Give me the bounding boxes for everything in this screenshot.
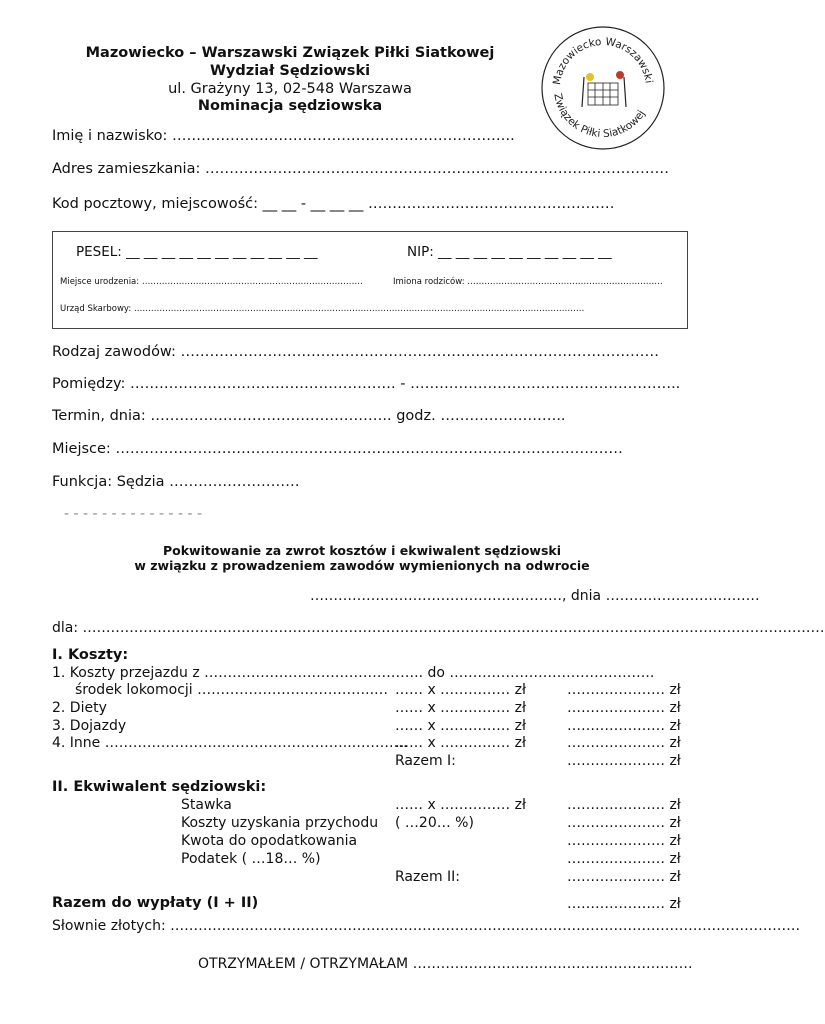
postal-field[interactable]: Kod pocztowy, miejscowość: __ __ - __ __ __ …………………………………………… — [52, 196, 615, 212]
other-amount[interactable]: ………………… zł — [567, 735, 681, 751]
match-type-field[interactable]: Rodzaj zawodów: ……………………………………………………………………………………… — [52, 344, 659, 360]
taxable-amount[interactable]: ………………… zł — [567, 833, 681, 849]
function-field[interactable]: Funkcja: Sędzia ……………………… — [52, 474, 300, 490]
nip-field[interactable]: NIP: __ __ __ __ __ __ __ __ __ __ — [407, 244, 612, 260]
rate-amount[interactable]: ………………… zł — [567, 797, 681, 813]
total-1-amount[interactable]: ………………… zł — [567, 753, 681, 769]
cut-line: - - - - - - - - - - - - - - - — [64, 506, 203, 522]
address-line: ul. Grażyny 13, 02-548 Warszawa — [168, 81, 412, 97]
address-field[interactable]: Adres zamieszkania: …………………………………………………………………………………… — [52, 161, 669, 177]
costs-heading: I. Koszty: — [52, 647, 129, 663]
document-title: Nominacja sędziowska — [197, 98, 383, 114]
birthplace-field[interactable]: Miejsce urodzenia: …………………………………………………………………… — [60, 277, 363, 287]
place-field[interactable]: Miejsce: …………………………………………………………………………………………… — [52, 441, 623, 457]
received-signature-field[interactable]: OTRZYMAŁEM / OTRZYMAŁAM …………………………………………………… — [198, 956, 693, 972]
receipt-title: Pokwitowanie za zwrot kosztów i ekwiwalent sędziowski — [163, 543, 561, 558]
payout-label: Razem do wypłaty (I + II) — [52, 895, 259, 911]
other-qty[interactable]: …… x …………… zł — [395, 735, 526, 751]
pesel-field[interactable]: PESEL: __ __ __ __ __ __ __ __ __ __ __ — [76, 244, 318, 260]
income-costs-pct: ( …20… %) — [395, 815, 474, 831]
logo-top-text: Mazowiecko Warszawski — [550, 35, 655, 86]
amount-in-words-field[interactable]: Słownie złotych: ……………………………………………………………………………………………………………………… — [52, 918, 801, 934]
place-date-field[interactable]: ………………………………………………, dnia …………………………… — [310, 588, 760, 604]
taxable-label: Kwota do opodatkowania — [181, 833, 358, 849]
recipient-field[interactable]: dla: …………………………………………………………………………………………………………………………………………… — [52, 620, 825, 636]
ball-icon — [586, 73, 594, 81]
commute-qty[interactable]: …… x …………… zł — [395, 718, 526, 734]
diets-amount[interactable]: ………………… zł — [567, 700, 681, 716]
rate-label: Stawka — [181, 797, 232, 813]
tax-amount[interactable]: ………………… zł — [567, 851, 681, 867]
total-2-amount[interactable]: ………………… zł — [567, 869, 681, 885]
income-costs-label: Koszty uzyskania przychodu — [181, 815, 379, 831]
total-2-label: Razem II: — [395, 869, 461, 885]
org-name: Mazowiecko – Warszawski Związek Piłki Siatkowej — [85, 45, 495, 61]
payout-amount[interactable]: ………………… zł — [567, 896, 681, 912]
diets-qty[interactable]: …… x …………… zł — [395, 700, 526, 716]
commute-label: 3. Dojazdy — [52, 718, 127, 734]
date-field[interactable]: Termin, dnia: ………………………………………….. godz. …………………….. — [52, 408, 566, 424]
volleyball-net-icon — [588, 83, 618, 105]
logo-bottom-text: Związek Piłki Siatkowej — [551, 92, 648, 141]
transport-qty[interactable]: …… x …………… zł — [395, 682, 526, 698]
diets-label: 2. Diety — [52, 700, 107, 716]
svg-text:Związek Piłki Siatkowej — [551, 92, 647, 140]
ball-icon-2 — [616, 71, 624, 79]
commute-amount[interactable]: ………………… zł — [567, 718, 681, 734]
other-field[interactable]: 4. Inne ……………………………………………..………… — [52, 735, 408, 751]
total-1-label: Razem I: — [395, 753, 456, 769]
tax-label: Podatek ( …18… %) — [181, 851, 321, 867]
equivalent-heading: II. Ekwiwalent sędziowski: — [52, 779, 267, 795]
parents-field[interactable]: Imiona rodziców: …………………………………………………………… — [393, 277, 663, 287]
rate-qty[interactable]: …… x …………… zł — [395, 797, 526, 813]
transport-field[interactable]: środek lokomocji ………………………………..… — [75, 682, 389, 698]
receipt-subtitle: w związku z prowadzeniem zawodów wymienionych na odwrocie — [134, 558, 590, 573]
name-field[interactable]: Imię i nazwisko: …………………………………………………………….. — [52, 128, 515, 144]
teams-field[interactable]: Pomiędzy: ………………………………………………. - ……………………………………………….. — [52, 376, 681, 392]
transport-amount[interactable]: ………………… zł — [567, 682, 681, 698]
travel-field[interactable]: 1. Koszty przejazdu z ……………………………………….. do …………………………………….. — [52, 665, 655, 681]
svg-text:Mazowiecko Warszawski — [551, 36, 655, 86]
org-logo — [540, 25, 666, 151]
tax-office-field[interactable]: Urząd Skarbowy: …………………………………………………………………………………………………………………………………………… — [60, 304, 585, 314]
department: Wydział Sędziowski — [209, 63, 371, 79]
income-costs-amount[interactable]: ………………… zł — [567, 815, 681, 831]
players-icon — [582, 77, 626, 107]
